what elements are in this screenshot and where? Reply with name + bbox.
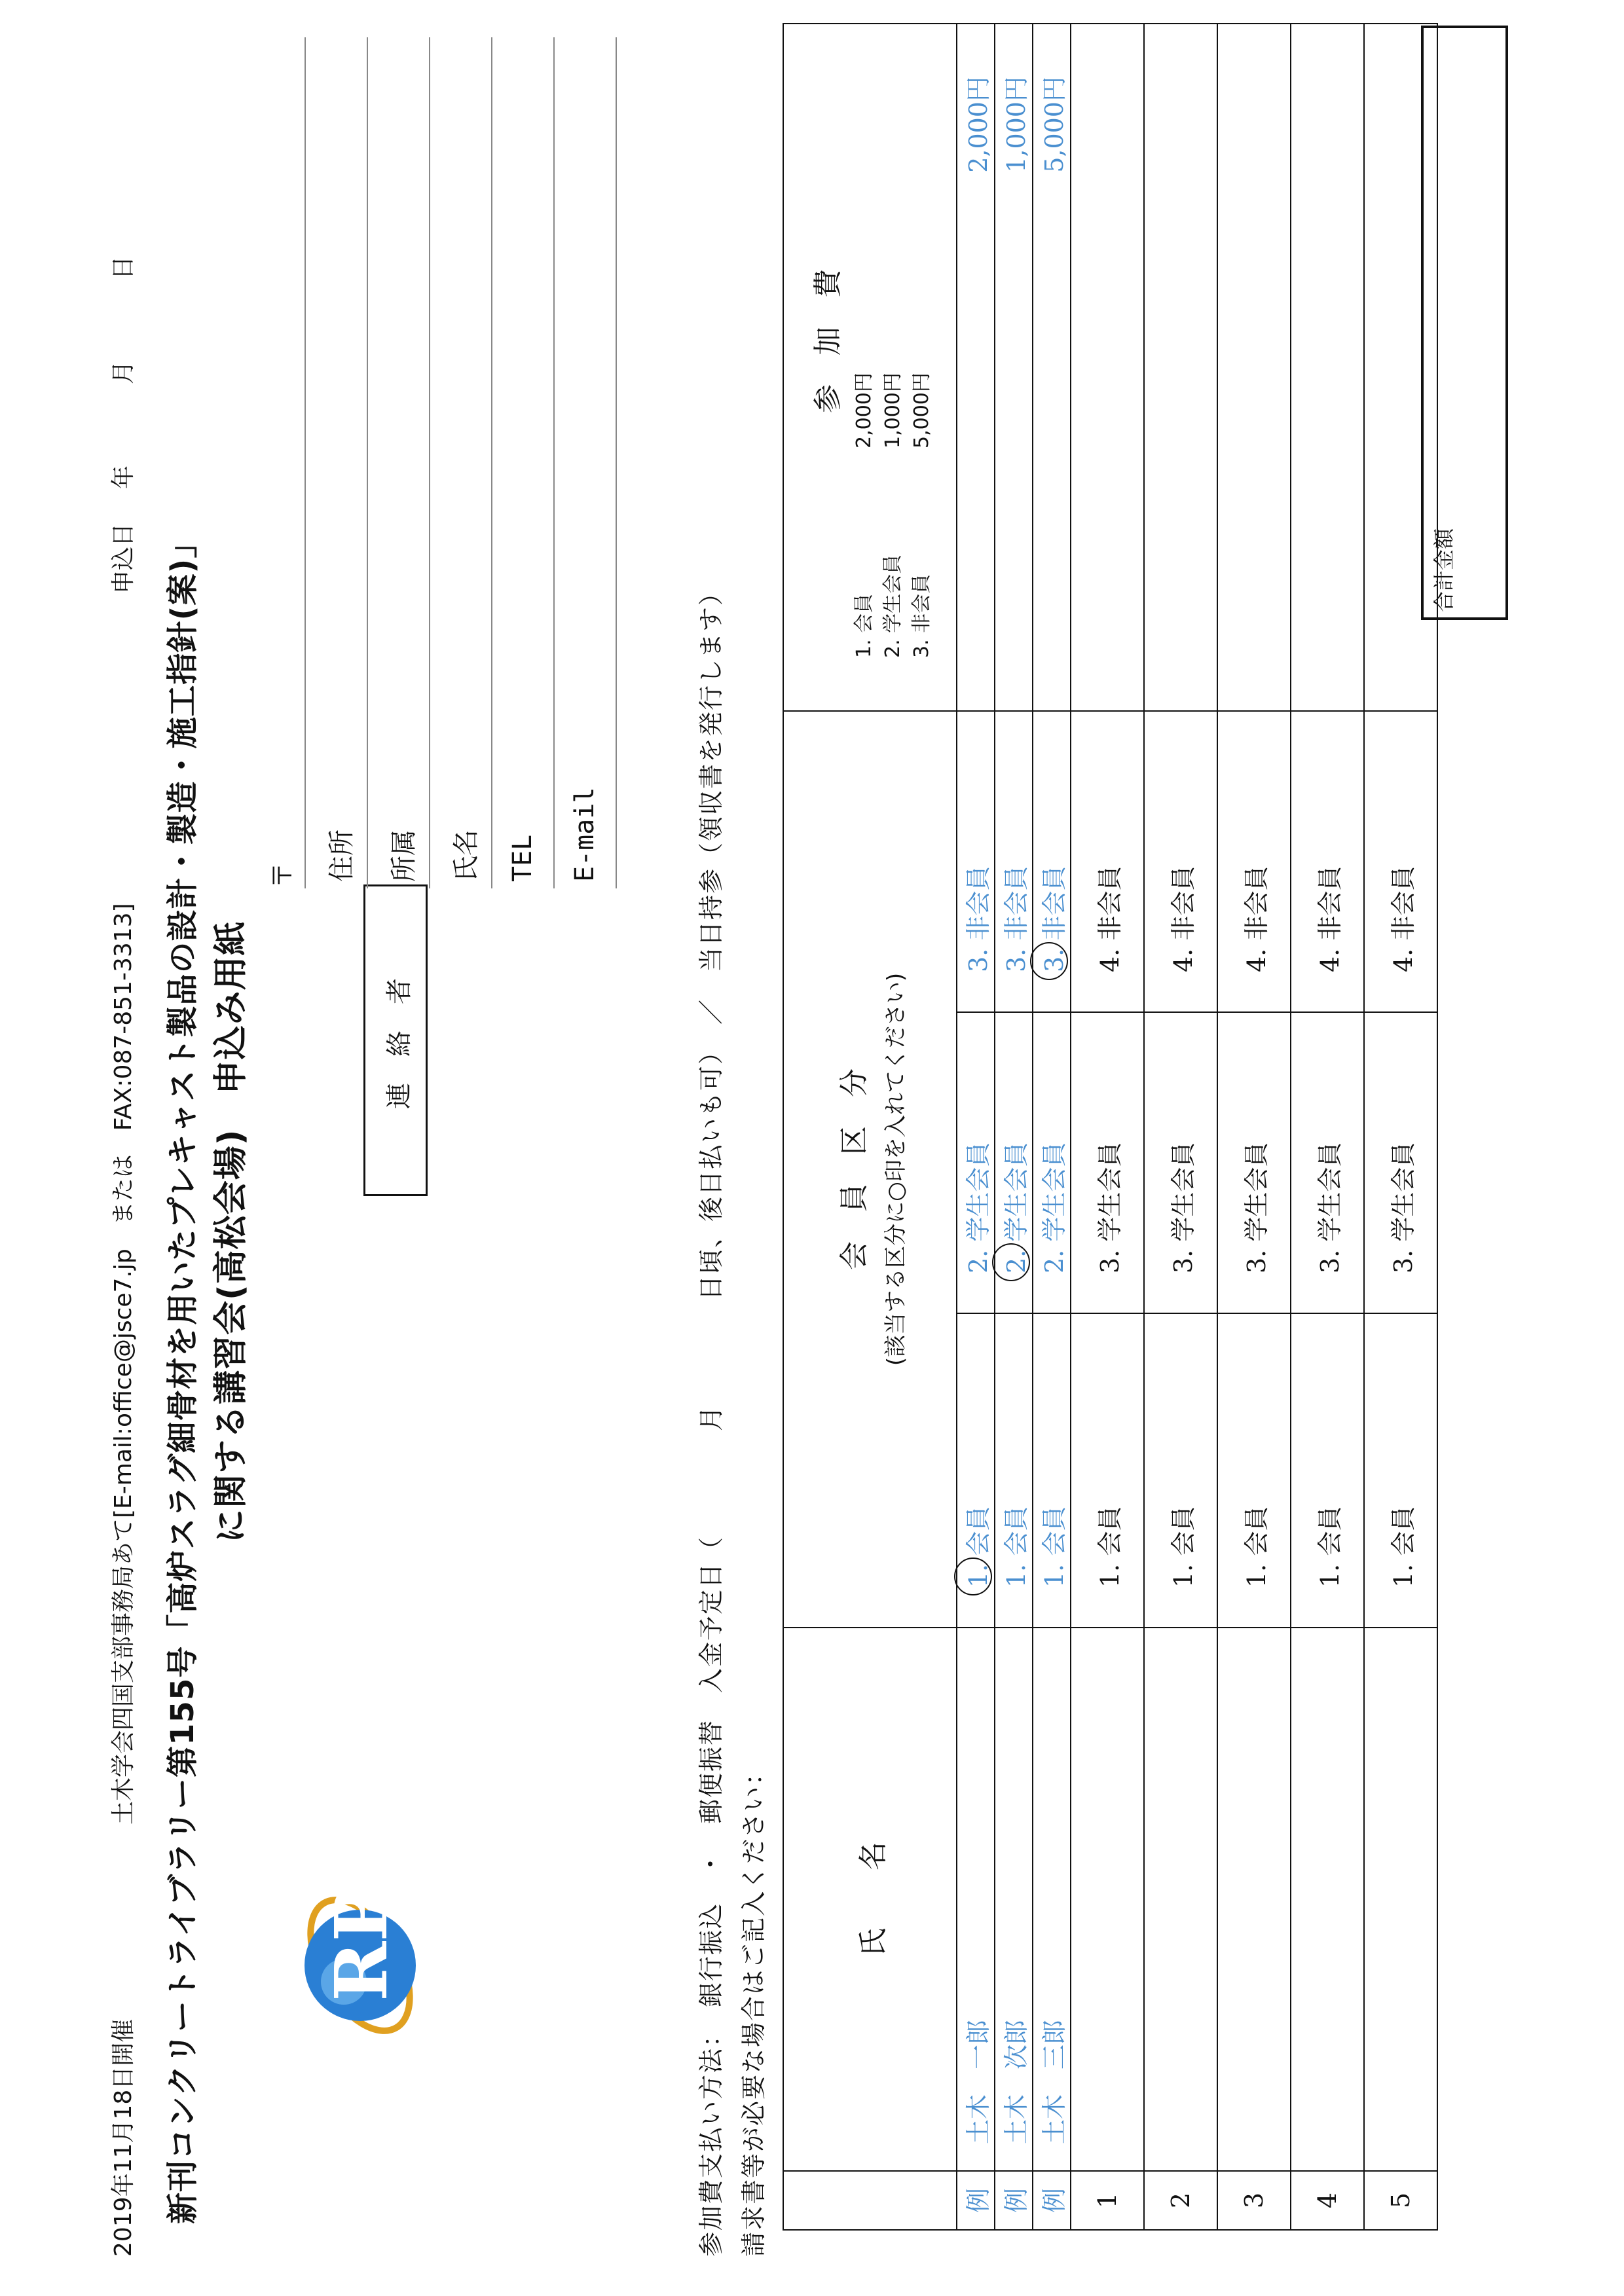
table-row: 4 1. 会員 3. 学生会員 4. 非会員 bbox=[1291, 24, 1364, 2230]
category-option[interactable]: 4. 非会員 bbox=[1364, 711, 1437, 1012]
category-option[interactable]: 1. 会員 bbox=[1291, 1313, 1364, 1628]
name-header: 氏 名 bbox=[783, 1628, 957, 2171]
fee-header-cell bbox=[783, 24, 957, 711]
postal-mark: 〒 bbox=[268, 862, 298, 888]
payment-method: 参加費支払い方法： 銀行振込 ・ 郵便振替 入金予定日（ 月 日頃、後日払いも可） ／ 当日持参（領収書を発行します） bbox=[697, 579, 726, 2257]
col-no-header bbox=[783, 2171, 957, 2230]
contact-label: 連 絡 者 bbox=[384, 978, 415, 1109]
category-option[interactable]: 3. 学生会員 bbox=[1291, 1012, 1364, 1313]
participants-table bbox=[783, 23, 1438, 2231]
fee-list bbox=[850, 24, 936, 658]
month-label: 月 bbox=[110, 360, 137, 384]
participant-name-input[interactable] bbox=[1291, 1628, 1364, 2171]
table-row: 3 1. 会員 3. 学生会員 4. 非会員 bbox=[1217, 24, 1291, 2230]
category-option[interactable]: 4. 非会員 bbox=[1291, 711, 1364, 1012]
fee-header: 参 加 費 bbox=[811, 269, 845, 413]
category-option[interactable]: 1. 会員 bbox=[1071, 1313, 1144, 1628]
participant-name-input[interactable] bbox=[1217, 1628, 1291, 2171]
field-label-email: E-mail bbox=[570, 787, 600, 882]
category-option[interactable]: 4. 非会員 bbox=[1217, 711, 1291, 1012]
year-label: 年 bbox=[110, 465, 137, 489]
address-line bbox=[367, 37, 368, 888]
participant-name-input[interactable] bbox=[1071, 1628, 1144, 2171]
page-subtitle: に関する講習会(高松会場) 申込み用紙 bbox=[212, 920, 251, 1543]
fee-input[interactable] bbox=[1144, 24, 1217, 711]
fee-input[interactable] bbox=[1217, 24, 1291, 711]
category-sub: (該当する区分に○印を入れてください) bbox=[883, 972, 909, 1366]
category-option[interactable]: 3. 学生会員 bbox=[1364, 1012, 1437, 1313]
example-row: 例 土木 三郎 1. 会員 2. 学生会員 3. 非会員 5,000円 bbox=[1033, 24, 1071, 2230]
table-row: 1 1. 会員 3. 学生会員 4. 非会員 bbox=[1071, 24, 1144, 2230]
email-input[interactable] bbox=[563, 37, 602, 790]
category-option[interactable]: 3. 学生会員 bbox=[1217, 1012, 1291, 1313]
apply-date-day-input[interactable] bbox=[105, 256, 138, 280]
participant-name-input[interactable] bbox=[1364, 1628, 1437, 2171]
example-row: 例 土木 一郎 1. 会員 2. 学生会員 3. 非会員 2,000円 bbox=[957, 24, 995, 2230]
field-label-affiliation: 所属 bbox=[389, 829, 419, 882]
category-option[interactable]: 1. 会員 bbox=[1144, 1313, 1217, 1628]
apply-date-year-input[interactable] bbox=[105, 465, 138, 489]
example-row: 例 土木 次郎 1. 会員 2. 学生会員 3. 非会員 1,000円 bbox=[995, 24, 1033, 2230]
contact-name-input[interactable] bbox=[439, 37, 478, 790]
fee-input[interactable] bbox=[1291, 24, 1364, 711]
contact-label-box bbox=[363, 884, 428, 1196]
participant-name-input[interactable] bbox=[1144, 1628, 1217, 2171]
event-date: 2019年11月18日開催 bbox=[110, 2018, 137, 2257]
category-header: 会 員 区 分 bbox=[838, 1068, 871, 1270]
total-label: 合計金額 bbox=[1431, 528, 1456, 612]
total-amount-box[interactable] bbox=[1421, 26, 1508, 620]
address-input[interactable] bbox=[314, 37, 354, 790]
fee-item: 3. 非会員5,000円 bbox=[910, 373, 933, 658]
invoice-note: 請求書等が必要な場合はご記入ください： bbox=[739, 1758, 768, 2257]
affiliation-line bbox=[429, 37, 430, 888]
fee-item: 1. 会員2,000円 bbox=[852, 373, 876, 658]
logo-letters: RP bbox=[319, 1887, 403, 2001]
page-title: 新刊コンクリートライブラリー第155号「高炉スラグ細骨材を用いたプレキャスト製品の設計・製造・施工指針(案)」 bbox=[164, 526, 201, 2224]
category-header-cell bbox=[783, 711, 957, 1628]
email-line bbox=[616, 37, 617, 888]
category-option[interactable]: 3. 学生会員 bbox=[1144, 1012, 1217, 1313]
fee-item: 2. 学生会員1,000円 bbox=[881, 373, 904, 658]
globe-logo-icon bbox=[288, 1884, 432, 2047]
tel-input[interactable] bbox=[501, 37, 540, 790]
logo bbox=[288, 1884, 432, 2047]
apply-date-label: 申込日 bbox=[110, 522, 137, 594]
field-label-name: 氏名 bbox=[451, 829, 481, 882]
day-label: 日 bbox=[110, 255, 137, 280]
table-row: 2 1. 会員 3. 学生会員 4. 非会員 bbox=[1144, 24, 1217, 2230]
affiliation-input[interactable] bbox=[377, 37, 416, 790]
fee-input[interactable] bbox=[1071, 24, 1144, 711]
category-option[interactable]: 3. 学生会員 bbox=[1071, 1012, 1144, 1313]
category-option[interactable]: 4. 非会員 bbox=[1071, 711, 1144, 1012]
field-label-address: 住所 bbox=[327, 829, 357, 882]
table-row: 5 1. 会員 3. 学生会員 4. 非会員 bbox=[1364, 24, 1437, 2230]
category-option[interactable]: 1. 会員 bbox=[1217, 1313, 1291, 1628]
postal-line bbox=[304, 37, 306, 888]
apply-date-month-input[interactable] bbox=[105, 361, 138, 384]
field-label-tel: TEL bbox=[507, 834, 538, 882]
category-option[interactable]: 1. 会員 bbox=[1364, 1313, 1437, 1628]
name-line bbox=[491, 37, 492, 888]
tel-line bbox=[553, 37, 555, 888]
destination: 土木学会四国支部事務局あて[E-mail:office@jsce7.jp または FAX:087-851-3313] bbox=[110, 903, 137, 1825]
category-option[interactable]: 4. 非会員 bbox=[1144, 711, 1217, 1012]
